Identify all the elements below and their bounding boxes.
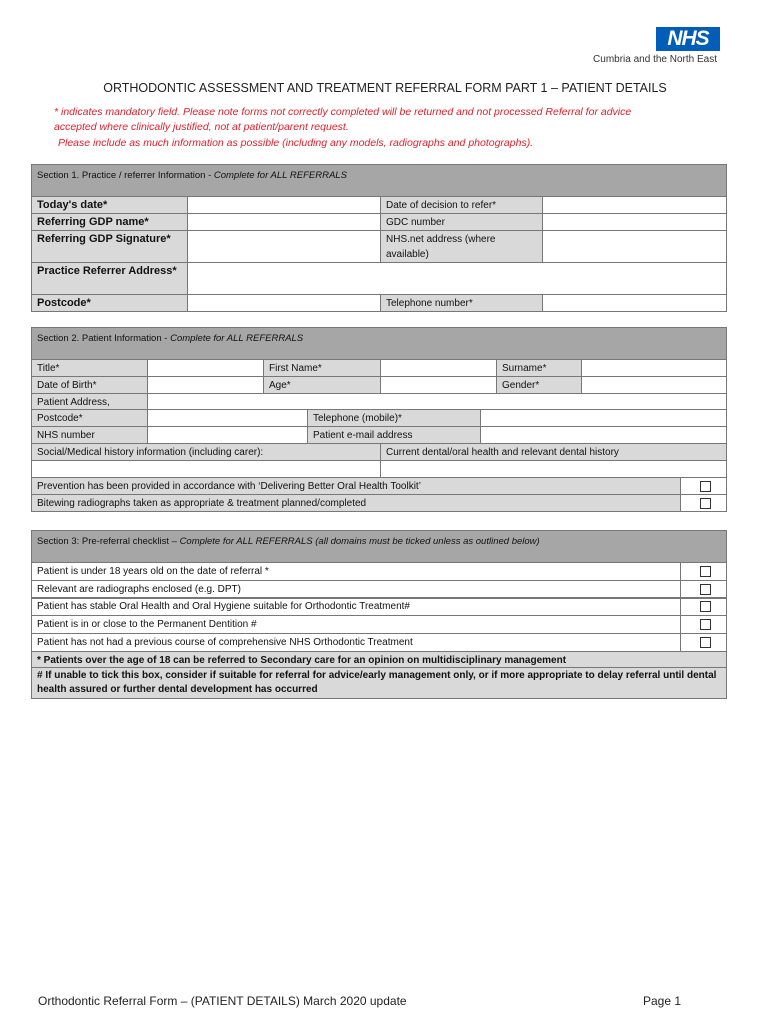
dental-history-label: Current dental/oral health and relevant dental history — [380, 443, 727, 461]
checklist-checkbox[interactable] — [700, 619, 711, 630]
practice-address-input[interactable] — [187, 262, 727, 295]
dental-history-input[interactable] — [380, 460, 727, 478]
gdp-name-input[interactable] — [187, 213, 381, 231]
bitewing-checkbox[interactable] — [700, 498, 711, 509]
gdp-signature-label: Referring GDP Signature* — [31, 230, 188, 263]
email-label: Patient e-mail address — [307, 426, 481, 444]
nhs-net-label: NHS.net address (where available) — [380, 230, 543, 263]
patient-postcode-input[interactable] — [147, 409, 308, 427]
checklist-checkbox-cell — [680, 562, 727, 581]
nhs-logo: NHS — [656, 27, 720, 51]
nhs-net-input[interactable] — [542, 230, 727, 263]
gender-input[interactable] — [581, 376, 727, 394]
checklist-checkbox-cell — [680, 597, 727, 616]
telephone-label: Telephone number* — [380, 294, 543, 312]
social-history-input[interactable] — [31, 460, 381, 478]
checklist-item-label: Patient is in or close to the Permanent Dentition # — [31, 615, 681, 634]
gdc-number-input[interactable] — [542, 213, 727, 231]
footer-text: Orthodontic Referral Form – (PATIENT DETAILS) March 2020 update — [38, 994, 407, 1008]
prevention-checkbox-cell — [680, 477, 727, 495]
mobile-input[interactable] — [480, 409, 727, 427]
checklist-item-label: Patient has not had a previous course of comprehensive NHS Orthodontic Treatment — [31, 633, 681, 652]
patient-address-label: Patient Address, — [31, 393, 148, 410]
checklist-checkbox-cell — [680, 615, 727, 634]
prevention-label: Prevention has been provided in accordance with ‘Delivering Better Oral Health Toolkit’ — [31, 477, 681, 495]
checklist-item-label: Patient is under 18 years old on the date of referral * — [31, 562, 681, 581]
telephone-input[interactable] — [542, 294, 727, 312]
section3-header: Section 3: Pre-referral checklist – Complete for ALL REFERRALS (all domains must be ticked unless as outlined below) — [31, 530, 727, 563]
gdp-name-label: Referring GDP name* — [31, 213, 188, 231]
advice-note: accepted where clinically justified, not at patient/parent request. — [54, 121, 349, 133]
bitewing-label: Bitewing radiographs taken as appropriate & treatment planned/completed — [31, 494, 681, 512]
first-name-label: First Name* — [263, 359, 381, 377]
title-input[interactable] — [147, 359, 264, 377]
decision-date-input[interactable] — [542, 196, 727, 214]
region-label: Cumbria and the North East — [593, 54, 717, 65]
checklist-checkbox[interactable] — [700, 637, 711, 648]
first-name-input[interactable] — [380, 359, 497, 377]
social-history-label: Social/Medical history information (including carer): — [31, 443, 381, 461]
checklist-item-label: Relevant are radiographs enclosed (e.g. DPT) — [31, 580, 681, 599]
age-input[interactable] — [380, 376, 497, 394]
patient-address-input[interactable] — [147, 393, 727, 410]
checklist-checkbox[interactable] — [700, 601, 711, 612]
surname-label: Surname* — [496, 359, 582, 377]
surname-input[interactable] — [581, 359, 727, 377]
mobile-label: Telephone (mobile)* — [307, 409, 481, 427]
info-note: Please include as much information as possible (including any models, radiographs and photographs). — [58, 137, 534, 149]
todays-date-input[interactable] — [187, 196, 381, 214]
checklist-checkbox[interactable] — [700, 584, 711, 595]
practice-address-label: Practice Referrer Address* — [31, 262, 188, 295]
title-label: Title* — [31, 359, 148, 377]
checklist-item-label: Patient has stable Oral Health and Oral Hygiene suitable for Orthodontic Treatment# — [31, 597, 681, 616]
page-number: Page 1 — [643, 994, 682, 1008]
mandatory-note: * indicates mandatory field. Please note forms not correctly completed will be returned and not processed Referral for advice — [54, 106, 632, 118]
gdp-signature-input[interactable] — [187, 230, 381, 263]
form-title: ORTHODONTIC ASSESSMENT AND TREATMENT REFERRAL FORM PART 1 – PATIENT DETAILS — [103, 81, 667, 95]
section1-header: Section 1. Practice / referrer Information - Complete for ALL REFERRALS — [31, 164, 727, 197]
nhs-number-input[interactable] — [147, 426, 308, 444]
decision-date-label: Date of decision to refer* — [380, 196, 543, 214]
nhs-number-label: NHS number — [31, 426, 148, 444]
bitewing-checkbox-cell — [680, 494, 727, 512]
practice-postcode-input[interactable] — [187, 294, 381, 312]
email-input[interactable] — [480, 426, 727, 444]
gdc-number-label: GDC number — [380, 213, 543, 231]
practice-postcode-label: Postcode* — [31, 294, 188, 312]
todays-date-label: Today's date* — [31, 196, 188, 214]
checklist-checkbox[interactable] — [700, 566, 711, 577]
age-label: Age* — [263, 376, 381, 394]
dob-label: Date of Birth* — [31, 376, 148, 394]
prevention-checkbox[interactable] — [700, 481, 711, 492]
gender-label: Gender* — [496, 376, 582, 394]
checklist-checkbox-cell — [680, 633, 727, 652]
section2-header: Section 2. Patient Information - Complete for ALL REFERRALS — [31, 327, 727, 360]
patient-postcode-label: Postcode* — [31, 409, 148, 427]
unable-note: # If unable to tick this box, consider if suitable for referral for advice/early management only, or if more appropriate to delay referral until dental health assured or further dental development has occurred — [31, 667, 727, 699]
dob-input[interactable] — [147, 376, 264, 394]
over18-note: * Patients over the age of 18 can be referred to Secondary care for an opinion on multidisciplinary management — [31, 651, 727, 668]
